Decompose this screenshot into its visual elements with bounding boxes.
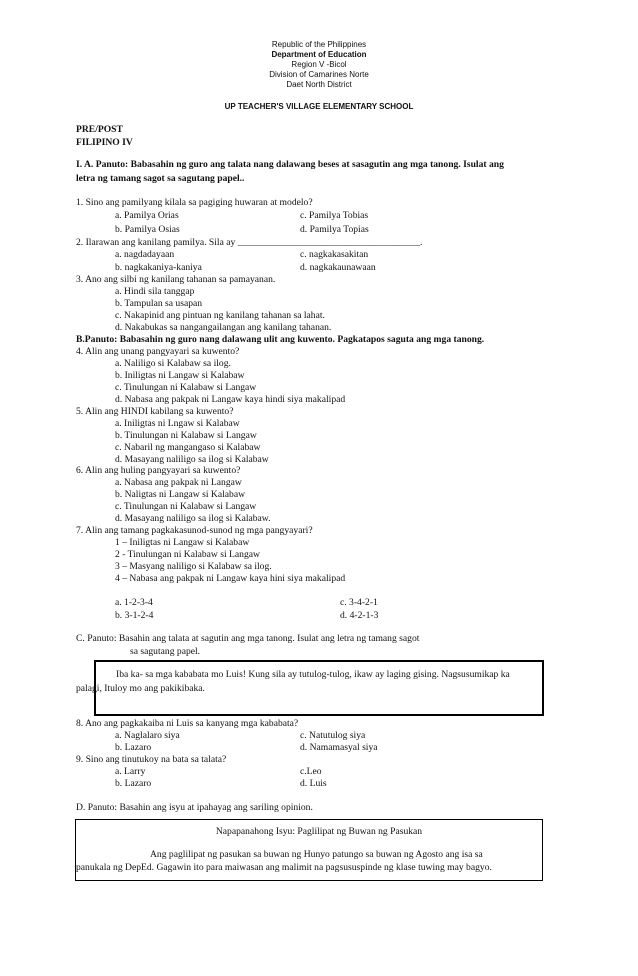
part-c-instruction: C. Panuto: Basahin ang talata at sagutin ang mga tanong. Isulat ang letra ng tamang sagot	[76, 633, 420, 644]
question-7: 7. Alin ang tamang pagkakasunod-sunod ng mga pangyayari?	[76, 525, 313, 536]
question-2: 2. Ilarawan ang kanilang pamilya. Sila ay ______________________________________.	[76, 237, 423, 248]
part-b-instruction: B.Panuto: Babasahin ng guro nang dalawang ulit ang kuwento. Pagkatapos saguta ang mga tanong.	[76, 334, 485, 345]
choice-3c: c. Nakapinid ang pintuan ng kanilang tahanan sa lahat.	[115, 310, 325, 321]
choice-3d: d. Nakabukas sa nangangailangan ang kanilang tahanan.	[115, 322, 332, 333]
issue-line-2: panukala ng DepEd. Gagawin ito para maiwasan ang malimit na pagsususpinde ng klase tuwing may bagyo.	[76, 862, 492, 873]
choice-5b: b. Tinulungan ni Kalabaw si Langaw	[115, 430, 257, 441]
header-department: Department of Education	[271, 50, 367, 59]
question-5: 5. Alin ang HINDI kabilang sa kuwento?	[76, 406, 234, 417]
choice-4b: b. Iniligtas ni Langaw si Kalabaw	[115, 370, 245, 381]
choice-1d: d. Pamilya Topias	[300, 224, 369, 235]
choice-8b: b. Lazaro	[115, 742, 152, 753]
choice-6d: d. Masayang naliligo sa ilog si Kalabaw.	[115, 513, 271, 524]
choice-9a: a. Larry	[115, 766, 146, 777]
part-d-instruction: D. Panuto: Basahin ang isyu at ipahayag ang sariling opinion.	[76, 802, 313, 813]
question-3: 3. Ano ang silbi ng kanilang tahanan sa pamayanan.	[76, 274, 276, 285]
choice-5c: c. Nabaril ng mangangaso si Kalabaw	[115, 442, 261, 453]
header-region: Region V -Bicol	[291, 60, 347, 69]
choice-4d: d. Nabasa ang pakpak ni Langaw kaya hindi siya makalipad	[115, 394, 346, 405]
choice-5a: a. Iniligtas ni Lngaw si Kalabaw	[115, 418, 240, 429]
choice-7b: b. 3-1-2-4	[115, 610, 154, 621]
choice-1c: c. Pamilya Tobias	[300, 210, 369, 221]
passage-line-2: palagi, Ituloy mo ang pakikibaka.	[76, 683, 205, 694]
choice-5d: d. Masayang naliligo sa ilog si Kalabaw	[115, 454, 269, 465]
choice-7a: a. 1-2-3-4	[115, 597, 153, 608]
choice-7d: d. 4-2-1-3	[340, 610, 379, 621]
choice-2a: a. nagdadayaan	[115, 249, 175, 260]
part-a-instruction-cont: letra ng tamang sagot sa sagutang papel..	[76, 173, 245, 184]
choice-9d: d. Luis	[300, 778, 327, 789]
issue-title: Napapanahong Isyu: Paglilipat ng Buwan ng Pasukan	[215, 826, 423, 837]
choice-4a: a. Naliligo si Kalabaw sa ilog.	[115, 358, 231, 369]
choice-4c: c. Tinulungan ni Kalabaw si Langaw	[115, 382, 257, 393]
event-1: 1 – Iniligtas ni Langaw si Kalabaw	[115, 537, 250, 548]
school-name: UP TEACHER'S VILLAGE ELEMENTARY SCHOOL	[224, 102, 414, 111]
choice-8d: d. Namamasyal siya	[300, 742, 378, 753]
question-9: 9. Sino ang tinutukoy na bata sa talata?	[76, 754, 227, 765]
choice-6b: b. Naligtas ni Langaw si Kalabaw	[115, 489, 246, 500]
choice-8a: a. Naglalaro siya	[115, 730, 180, 741]
choice-6a: a. Nabasa ang pakpak ni Langaw	[115, 477, 242, 488]
choice-3b: b. Tampulan sa usapan	[115, 298, 203, 309]
passage-line-1: Iba ka- sa mga kababata mo Luis! Kung sila ay tutulog-tulog, ikaw ay laging gising. Nagsusumikap ka	[116, 669, 510, 680]
choice-2b: b. nagkakaniya-kaniya	[115, 262, 202, 273]
question-4: 4. Alin ang unang pangyayari sa kuwento?	[76, 346, 240, 357]
choice-3a: a. Hindi sila tanggap	[115, 286, 195, 297]
event-4: 4 – Nabasa ang pakpak ni Langaw kaya hini siya makalipad	[115, 573, 346, 584]
issue-line-1: Ang paglilipat ng pasukan sa buwan ng Hunyo patungo sa buwan ng Agosto ang isa sa	[150, 849, 483, 860]
choice-7c: c. 3-4-2-1	[340, 597, 378, 608]
choice-2c: c. nagkakasakitan	[300, 249, 369, 260]
choice-9c: c.Leo	[300, 766, 322, 777]
part-a-instruction: I. A. Panuto: Babasahin ng guro ang talata nang dalawang beses at sasagutin ang mga tanong. Isulat ang	[76, 159, 504, 170]
header-country: Republic of the Philippines	[271, 40, 367, 49]
question-6: 6. Alin ang huling pangyayari sa kuwento?	[76, 465, 241, 476]
choice-1a: a. Pamilya Orias	[115, 210, 179, 221]
test-subject: FILIPINO IV	[76, 137, 133, 148]
choice-8c: c. Natutulog siya	[300, 730, 366, 741]
choice-1b: b. Pamilya Osias	[115, 224, 180, 235]
question-1: 1. Sino ang pamilyang kilala sa pagiging huwaran at modelo?	[76, 197, 313, 208]
choice-6c: c. Tinulungan ni Kalabaw si Langaw	[115, 501, 257, 512]
event-2: 2 - Tinulungan ni Kalabaw si Langaw	[115, 549, 260, 560]
question-8: 8. Ano ang pagkakaiba ni Luis sa kanyang mga kababata?	[76, 718, 299, 729]
header-district: Daet North District	[286, 80, 352, 89]
event-3: 3 – Masyang naliligo si Kalabaw sa ilog.	[115, 561, 272, 572]
header-division: Division of Camarines Norte	[269, 70, 369, 79]
choice-9b: b. Lazaro	[115, 778, 152, 789]
test-title: PRE/POST	[76, 124, 123, 135]
part-c-instruction-cont: sa sagutang papel.	[130, 646, 201, 657]
choice-2d: d. nagkakaunawaan	[300, 262, 376, 273]
